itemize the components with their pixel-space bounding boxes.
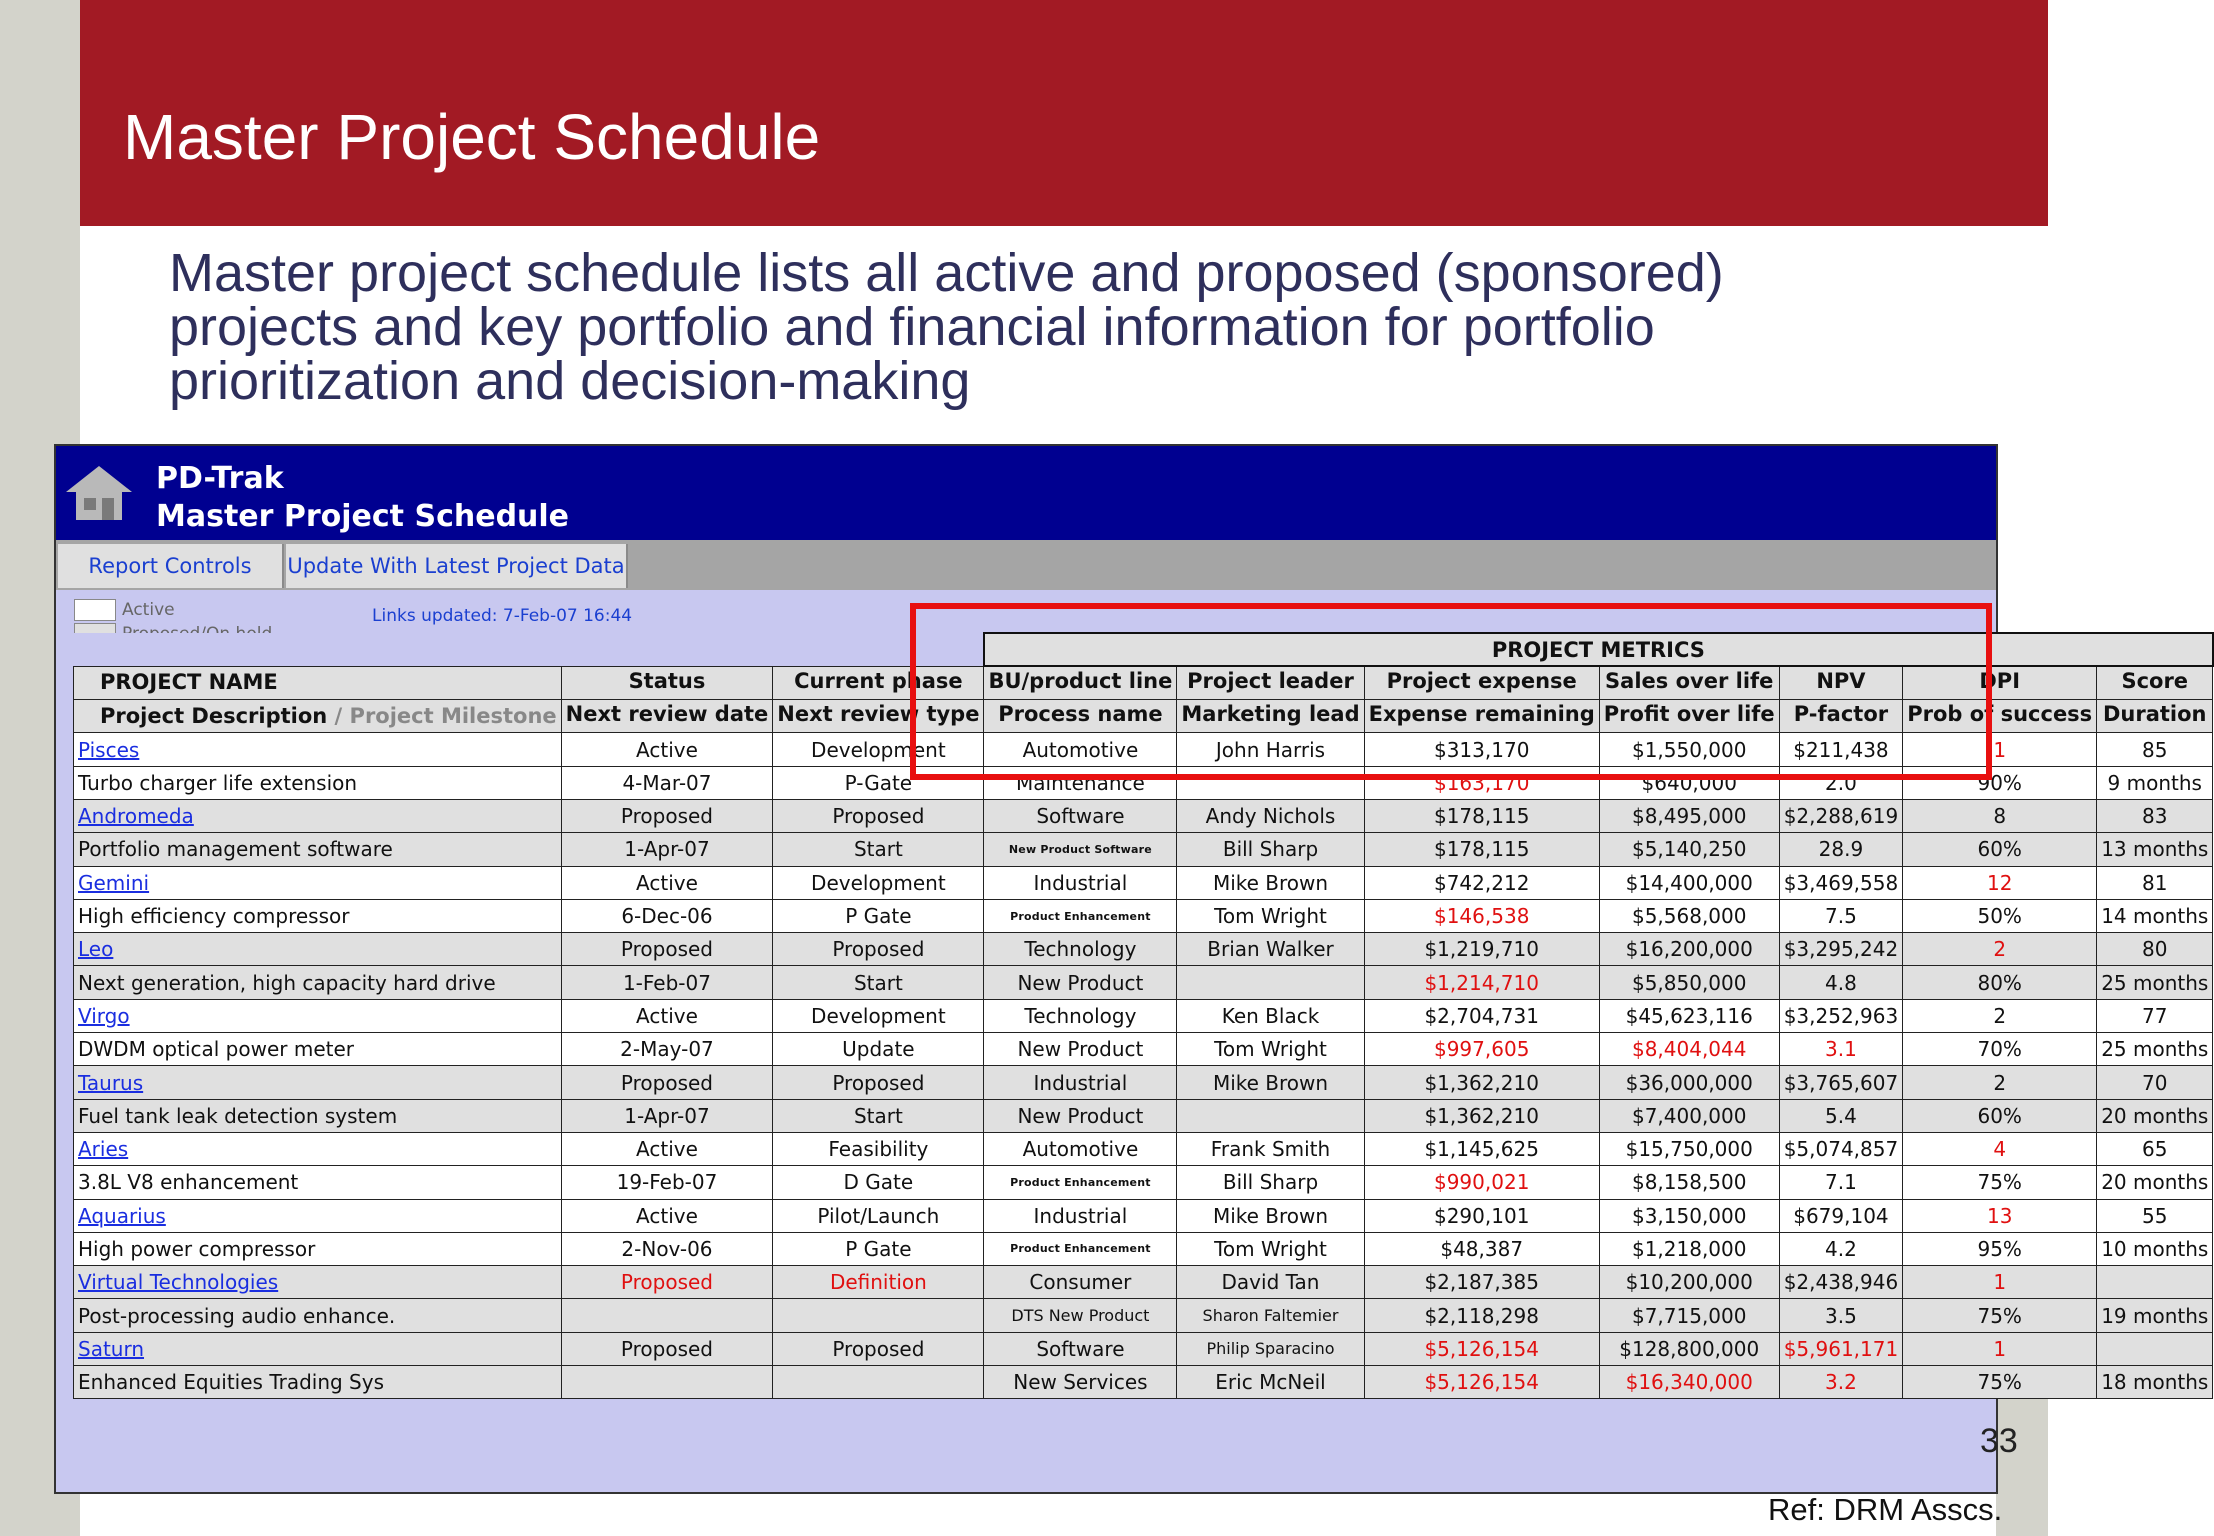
table-cell: P Gate <box>773 899 984 932</box>
project-detail-row <box>74 766 2213 799</box>
table-cell: Mike Brown <box>1177 866 1364 899</box>
table-cell: 2 <box>1903 933 2097 966</box>
column-header: Project expense <box>1364 666 1599 699</box>
table-cell: 19 months <box>2097 1299 2213 1332</box>
table-cell: David Tan <box>1177 1266 1364 1299</box>
table-cell: 70% <box>1903 1033 2097 1066</box>
table-cell: 83 <box>2097 799 2213 832</box>
table-cell: 12 <box>1903 866 2097 899</box>
table-cell: 4.8 <box>1779 966 1903 999</box>
table-cell: Technology <box>984 933 1177 966</box>
table-cell: Proposed <box>561 1332 773 1365</box>
table-cell: 1 <box>1903 733 2097 766</box>
table-cell: $1,362,210 <box>1364 1066 1599 1099</box>
table-cell: Automotive <box>984 1132 1177 1165</box>
project-name-cell <box>74 1066 562 1099</box>
column-header: Score <box>2097 666 2213 699</box>
table-cell: John Harris <box>1177 733 1364 766</box>
table-cell: $5,961,171 <box>1779 1332 1903 1365</box>
slide-subtitle <box>169 243 1989 411</box>
project-name-cell <box>74 1199 562 1232</box>
table-cell: $3,150,000 <box>1599 1199 1779 1232</box>
table-cell: 90% <box>1903 766 2097 799</box>
table-cell: Frank Smith <box>1177 1132 1364 1165</box>
table-cell: 70 <box>2097 1066 2213 1099</box>
project-name-link[interactable]: Gemini <box>78 870 150 895</box>
table-cell: $48,387 <box>1364 1232 1599 1265</box>
project-detail-row <box>74 1366 2213 1399</box>
project-name-link[interactable]: Pisces <box>78 737 140 762</box>
project-description-cell: DWDM optical power meter <box>74 1033 562 1066</box>
table-cell: 25 months <box>2097 966 2213 999</box>
table-cell: Industrial <box>984 866 1177 899</box>
table-cell: 7.5 <box>1779 899 1903 932</box>
project-row <box>74 733 2213 766</box>
column-header: Sales over life <box>1599 666 1779 699</box>
column-subheader: Process name <box>984 700 1177 733</box>
table-cell: Active <box>561 733 773 766</box>
app-header <box>56 446 1996 540</box>
table-cell: 3.5 <box>1779 1299 1903 1332</box>
table-cell: DTS New Product <box>984 1299 1177 1332</box>
table-cell: 7.1 <box>1779 1166 1903 1199</box>
metrics-spacer <box>74 633 984 666</box>
column-subheader: Profit over life <box>1599 700 1779 733</box>
table-cell: $1,214,710 <box>1364 966 1599 999</box>
table-cell: Proposed <box>773 1332 984 1365</box>
table-cell: $8,404,044 <box>1599 1033 1779 1066</box>
table-cell: P Gate <box>773 1232 984 1265</box>
table-cell: Tom Wright <box>1177 1232 1364 1265</box>
project-name-link[interactable]: Leo <box>78 937 114 962</box>
table-cell: Development <box>773 866 984 899</box>
table-cell: $8,495,000 <box>1599 799 1779 832</box>
table-cell: $1,145,625 <box>1364 1132 1599 1165</box>
table-cell: Product Enhancement <box>984 899 1177 932</box>
table-cell: 9 months <box>2097 766 2213 799</box>
project-row <box>74 1199 2213 1232</box>
table-cell: 1 <box>1903 1332 2097 1365</box>
table-cell <box>561 1366 773 1399</box>
table-cell: $2,288,619 <box>1779 799 1903 832</box>
table-cell: 28.9 <box>1779 833 1903 866</box>
table-cell <box>561 1299 773 1332</box>
toolbar <box>56 540 1996 590</box>
table-cell: $128,800,000 <box>1599 1332 1779 1365</box>
table-cell: Industrial <box>984 1199 1177 1232</box>
table-cell: $15,750,000 <box>1599 1132 1779 1165</box>
table-cell: 8 <box>1903 799 2097 832</box>
project-name-link[interactable]: Aries <box>78 1137 129 1162</box>
table-cell: New Product <box>984 1033 1177 1066</box>
table-cell: $5,850,000 <box>1599 966 1779 999</box>
table-cell: $5,126,154 <box>1364 1332 1599 1365</box>
project-name-link[interactable]: Aquarius <box>78 1203 166 1228</box>
table-cell: $8,158,500 <box>1599 1166 1779 1199</box>
table-cell: 81 <box>2097 866 2213 899</box>
project-row <box>74 999 2213 1032</box>
table-cell: Active <box>561 1199 773 1232</box>
table-cell: Sharon Faltemier <box>1177 1299 1364 1332</box>
column-header-row <box>74 666 2213 699</box>
table-cell: $3,765,607 <box>1779 1066 1903 1099</box>
project-name-link[interactable]: Virgo <box>78 1003 130 1028</box>
table-cell: 75% <box>1903 1366 2097 1399</box>
table-cell: $5,074,857 <box>1779 1132 1903 1165</box>
table-cell: 1-Apr-07 <box>561 833 773 866</box>
table-cell: 4.2 <box>1779 1232 1903 1265</box>
table-cell: $16,340,000 <box>1599 1366 1779 1399</box>
table-cell: Software <box>984 1332 1177 1365</box>
project-row <box>74 1132 2213 1165</box>
table-cell: 4 <box>1903 1132 2097 1165</box>
table-cell: 2.0 <box>1779 766 1903 799</box>
column-header: PROJECT NAME <box>74 666 562 699</box>
table-cell: 19-Feb-07 <box>561 1166 773 1199</box>
table-cell: Mike Brown <box>1177 1066 1364 1099</box>
table-cell: $990,021 <box>1364 1166 1599 1199</box>
table-cell: 25 months <box>2097 1033 2213 1066</box>
table-cell: $742,212 <box>1364 866 1599 899</box>
subtitle-line: prioritization and decision-making <box>169 351 971 411</box>
table-cell: New Product <box>984 966 1177 999</box>
reference-note: Ref: DRM Asscs. <box>1768 1492 2003 1527</box>
project-name-cell <box>74 733 562 766</box>
table-cell <box>1177 966 1364 999</box>
table-cell: 77 <box>2097 999 2213 1032</box>
table-cell: 3.2 <box>1779 1366 1903 1399</box>
table-cell: 2-Nov-06 <box>561 1232 773 1265</box>
table-cell: Proposed <box>773 1066 984 1099</box>
table-cell: Proposed <box>561 1266 773 1299</box>
legend-active: Active <box>74 598 175 622</box>
report-controls-button[interactable]: Report Controls <box>58 544 284 588</box>
table-cell: $313,170 <box>1364 733 1599 766</box>
table-cell: $146,538 <box>1364 899 1599 932</box>
table-cell: New Product <box>984 1099 1177 1132</box>
table-cell: 2-May-07 <box>561 1033 773 1066</box>
table-cell: Tom Wright <box>1177 1033 1364 1066</box>
update-project-data-button[interactable]: Update With Latest Project Data <box>286 544 628 588</box>
table-cell: New Services <box>984 1366 1177 1399</box>
table-cell: 50% <box>1903 899 2097 932</box>
project-detail-row <box>74 1099 2213 1132</box>
table-cell: $1,362,210 <box>1364 1099 1599 1132</box>
project-detail-row <box>74 1299 2213 1332</box>
project-name-cell <box>74 999 562 1032</box>
column-header: Current phase <box>773 666 984 699</box>
table-cell: 10 months <box>2097 1232 2213 1265</box>
table-cell: 2 <box>1903 999 2097 1032</box>
table-cell: Product Enhancement <box>984 1232 1177 1265</box>
table-cell: 65 <box>2097 1132 2213 1165</box>
table-cell: 75% <box>1903 1166 2097 1199</box>
report-name: Master Project Schedule <box>156 499 570 534</box>
table-cell: $178,115 <box>1364 833 1599 866</box>
table-cell <box>773 1366 984 1399</box>
column-header: DPI <box>1903 666 2097 699</box>
table-cell: $2,438,946 <box>1779 1266 1903 1299</box>
table-cell: 2 <box>1903 1066 2097 1099</box>
table-cell: Proposed <box>773 933 984 966</box>
project-description-cell: Portfolio management software <box>74 833 562 866</box>
table-cell: Start <box>773 833 984 866</box>
project-row <box>74 1332 2213 1365</box>
table-cell: 55 <box>2097 1199 2213 1232</box>
table-cell: 20 months <box>2097 1099 2213 1132</box>
project-detail-row <box>74 966 2213 999</box>
table-cell: Philip Sparacino <box>1177 1332 1364 1365</box>
table-cell: $3,252,963 <box>1779 999 1903 1032</box>
column-header: NPV <box>1779 666 1903 699</box>
table-cell: Technology <box>984 999 1177 1032</box>
table-cell: 1-Apr-07 <box>561 1099 773 1132</box>
subtitle-line: projects and key portfolio and financial information for portfolio <box>169 297 1655 357</box>
table-cell: Tom Wright <box>1177 899 1364 932</box>
column-subheader: Marketing lead <box>1177 700 1364 733</box>
column-subheader: Expense remaining <box>1364 700 1599 733</box>
table-cell: $14,400,000 <box>1599 866 1779 899</box>
project-detail-row <box>74 899 2213 932</box>
table-cell: Definition <box>773 1266 984 1299</box>
column-subheader-row <box>74 700 2213 733</box>
table-cell: $2,704,731 <box>1364 999 1599 1032</box>
table-cell: Andy Nichols <box>1177 799 1364 832</box>
table-cell: $640,000 <box>1599 766 1779 799</box>
slide-title: Master Project Schedule <box>123 101 821 173</box>
table-cell: $1,218,000 <box>1599 1232 1779 1265</box>
column-subheader: Next review type <box>773 700 984 733</box>
project-detail-row <box>74 1033 2213 1066</box>
column-subheader: P-factor <box>1779 700 1903 733</box>
table-cell: $36,000,000 <box>1599 1066 1779 1099</box>
table-cell: Proposed <box>773 799 984 832</box>
table-cell: 5.4 <box>1779 1099 1903 1132</box>
table-cell: 80% <box>1903 966 2097 999</box>
table-cell: 1 <box>1903 1266 2097 1299</box>
project-description-cell: High power compressor <box>74 1232 562 1265</box>
table-cell <box>2097 1266 2213 1299</box>
table-cell: $1,550,000 <box>1599 733 1779 766</box>
project-row <box>74 1066 2213 1099</box>
table-cell: Feasibility <box>773 1132 984 1165</box>
table-cell: $45,623,116 <box>1599 999 1779 1032</box>
table-cell: 13 months <box>2097 833 2213 866</box>
table-cell: New Product Software <box>984 833 1177 866</box>
table-cell: Software <box>984 799 1177 832</box>
table-cell: 60% <box>1903 1099 2097 1132</box>
table-cell: 6-Dec-06 <box>561 899 773 932</box>
project-description-cell: Fuel tank leak detection system <box>74 1099 562 1132</box>
project-name-link[interactable]: Saturn <box>78 1336 145 1361</box>
app-name: PD-Trak <box>156 461 284 496</box>
table-cell: $1,219,710 <box>1364 933 1599 966</box>
table-cell: Proposed <box>561 799 773 832</box>
table-cell: 18 months <box>2097 1366 2213 1399</box>
table-cell: Bill Sharp <box>1177 1166 1364 1199</box>
subtitle-line: Master project schedule lists all active and proposed (sponsored) <box>169 243 1724 303</box>
table-cell: Ken Black <box>1177 999 1364 1032</box>
table-cell: 75% <box>1903 1299 2097 1332</box>
table-cell: Pilot/Launch <box>773 1199 984 1232</box>
table-cell: Brian Walker <box>1177 933 1364 966</box>
table-cell: 80 <box>2097 933 2213 966</box>
table-cell: Eric McNeil <box>1177 1366 1364 1399</box>
project-name-cell <box>74 1266 562 1299</box>
table-cell: Industrial <box>984 1066 1177 1099</box>
table-cell: Active <box>561 1132 773 1165</box>
table-cell: $10,200,000 <box>1599 1266 1779 1299</box>
table-cell <box>1177 766 1364 799</box>
legend-swatch <box>74 599 116 621</box>
table-cell: 85 <box>2097 733 2213 766</box>
table-cell: $211,438 <box>1779 733 1903 766</box>
column-subheader: Next review date <box>561 700 773 733</box>
app-title <box>156 460 569 536</box>
table-cell: $5,568,000 <box>1599 899 1779 932</box>
table-cell: 1-Feb-07 <box>561 966 773 999</box>
project-schedule-table <box>73 632 2214 1399</box>
table-cell: Consumer <box>984 1266 1177 1299</box>
table-cell: Start <box>773 1099 984 1132</box>
metrics-header-row <box>74 633 2213 666</box>
table-cell: Update <box>773 1033 984 1066</box>
table-cell: $2,187,385 <box>1364 1266 1599 1299</box>
table-cell: $16,200,000 <box>1599 933 1779 966</box>
table-cell: 13 <box>1903 1199 2097 1232</box>
project-description-cell: Next generation, high capacity hard drive <box>74 966 562 999</box>
links-updated-text: Links updated: 7-Feb-07 16:44 <box>372 606 633 626</box>
table-cell: $5,140,250 <box>1599 833 1779 866</box>
table-cell: $679,104 <box>1779 1199 1903 1232</box>
project-name-link[interactable]: Virtual Technologies <box>78 1270 279 1295</box>
column-subheader: Prob of success <box>1903 700 2097 733</box>
project-description-cell: 3.8L V8 enhancement <box>74 1166 562 1199</box>
table-cell: Development <box>773 733 984 766</box>
table-cell: 4-Mar-07 <box>561 766 773 799</box>
table-cell: $997,605 <box>1364 1033 1599 1066</box>
project-description-cell: Turbo charger life extension <box>74 766 562 799</box>
table-cell: $3,469,558 <box>1779 866 1903 899</box>
project-row <box>74 799 2213 832</box>
table-cell <box>2097 1332 2213 1365</box>
table-cell: Maintenance <box>984 766 1177 799</box>
table-cell: 60% <box>1903 833 2097 866</box>
table-cell: 20 months <box>2097 1166 2213 1199</box>
project-row <box>74 1266 2213 1299</box>
table-cell: D Gate <box>773 1166 984 1199</box>
table-cell: Automotive <box>984 733 1177 766</box>
table-cell: $7,400,000 <box>1599 1099 1779 1132</box>
project-description-cell: High efficiency compressor <box>74 899 562 932</box>
table-cell: $7,715,000 <box>1599 1299 1779 1332</box>
table-cell: Bill Sharp <box>1177 833 1364 866</box>
table-cell: Product Enhancement <box>984 1166 1177 1199</box>
project-detail-row <box>74 1232 2213 1265</box>
project-description-cell: Enhanced Equities Trading Sys <box>74 1366 562 1399</box>
table-cell: $5,126,154 <box>1364 1366 1599 1399</box>
project-name-cell <box>74 933 562 966</box>
table-cell: $3,295,242 <box>1779 933 1903 966</box>
project-metrics-header: PROJECT METRICS <box>984 633 2213 666</box>
table-cell: Active <box>561 999 773 1032</box>
table-cell: Development <box>773 999 984 1032</box>
project-name-cell <box>74 1332 562 1365</box>
project-name-cell <box>74 866 562 899</box>
project-description-cell: Post-processing audio enhance. <box>74 1299 562 1332</box>
table-cell: Proposed <box>561 933 773 966</box>
column-subheader: Duration <box>2097 700 2213 733</box>
column-subheader: Project Description / Project Milestone <box>74 700 562 733</box>
home-icon[interactable] <box>64 462 134 524</box>
page-number: 33 <box>1980 1422 2018 1460</box>
column-header: Project leader <box>1177 666 1364 699</box>
table-cell: Proposed <box>561 1066 773 1099</box>
project-name-cell <box>74 1132 562 1165</box>
project-name-link[interactable]: Andromeda <box>78 804 194 829</box>
table-cell: $2,118,298 <box>1364 1299 1599 1332</box>
table-cell: $290,101 <box>1364 1199 1599 1232</box>
table-cell: $163,170 <box>1364 766 1599 799</box>
project-row <box>74 933 2213 966</box>
project-name-cell <box>74 799 562 832</box>
table-cell: 3.1 <box>1779 1033 1903 1066</box>
project-detail-row <box>74 833 2213 866</box>
table-cell: 95% <box>1903 1232 2097 1265</box>
project-name-link[interactable]: Taurus <box>78 1070 144 1095</box>
column-header: BU/product line <box>984 666 1177 699</box>
project-detail-row <box>74 1166 2213 1199</box>
table-cell: P-Gate <box>773 766 984 799</box>
table-cell: $178,115 <box>1364 799 1599 832</box>
table-cell: 14 months <box>2097 899 2213 932</box>
table-cell: Active <box>561 866 773 899</box>
project-row <box>74 866 2213 899</box>
table-cell <box>1177 1099 1364 1132</box>
table-cell <box>773 1299 984 1332</box>
column-header: Status <box>561 666 773 699</box>
table-cell: Start <box>773 966 984 999</box>
table-cell: Mike Brown <box>1177 1199 1364 1232</box>
